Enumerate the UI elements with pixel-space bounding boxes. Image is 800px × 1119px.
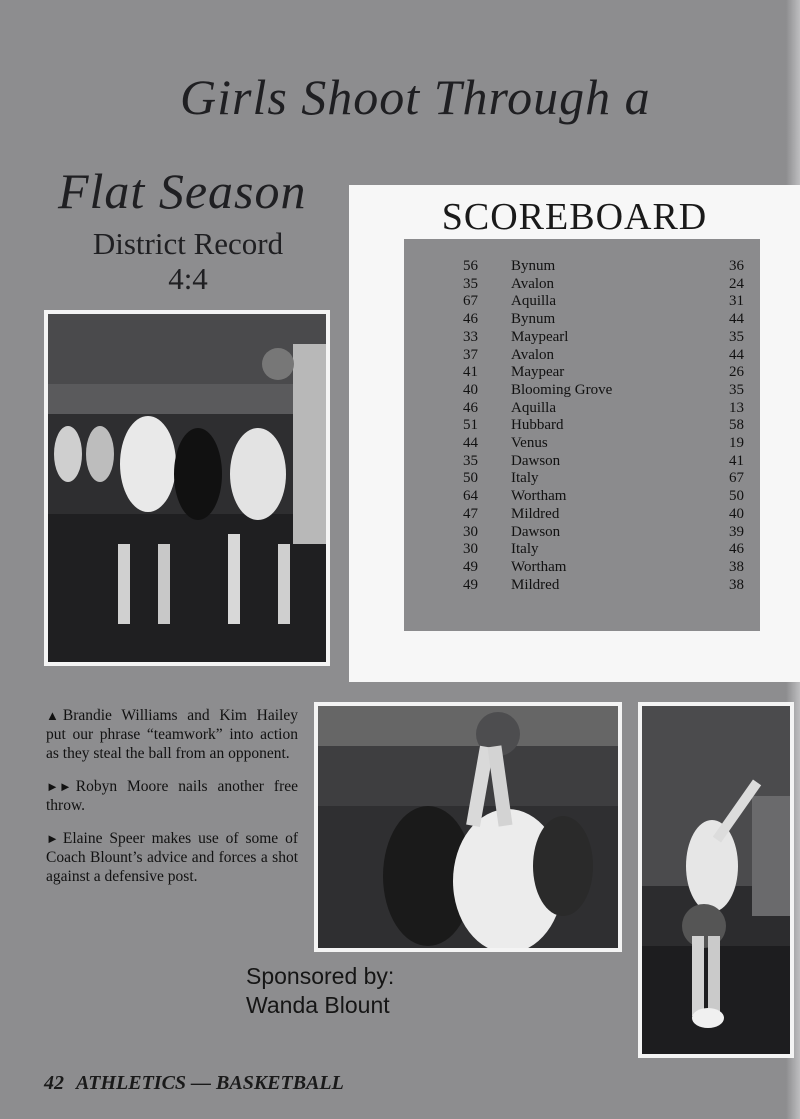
score-row [404, 363, 760, 381]
score-opponent: Italy [511, 470, 539, 487]
score-opponent: Italy [511, 541, 539, 558]
score-us: 33 [463, 328, 478, 345]
sponsor-name: Wanda Blount [246, 992, 390, 1018]
score-them: 39 [729, 523, 744, 540]
caption-free-throw [46, 777, 298, 815]
score-them: 13 [729, 399, 744, 416]
score-opponent: Wortham [511, 558, 567, 575]
score-row [404, 292, 760, 310]
page-title-line2: Flat Season [58, 163, 307, 219]
score-them: 36 [729, 258, 744, 274]
page-number: 42 [44, 1072, 64, 1094]
district-record [62, 226, 314, 296]
score-them: 31 [729, 293, 744, 310]
score-us: 46 [463, 399, 478, 416]
score-us: 37 [463, 346, 478, 363]
scoreboard-heading: SCOREBOARD [441, 196, 708, 238]
score-us: 40 [463, 381, 478, 398]
score-row [404, 310, 760, 328]
score-them: 35 [729, 381, 744, 398]
score-us: 67 [463, 293, 478, 310]
score-row [404, 523, 760, 541]
score-them: 44 [729, 311, 744, 328]
score-us: 47 [463, 505, 478, 522]
score-us: 41 [463, 364, 478, 381]
score-row [404, 257, 760, 275]
score-row [404, 540, 760, 558]
sponsor-credit [246, 962, 394, 1020]
photo-free-throw [638, 702, 794, 1058]
arrow-up-icon: ▲ [46, 708, 59, 723]
score-them: 50 [729, 488, 744, 505]
score-them: 24 [729, 275, 744, 292]
scoreboard-table [404, 239, 760, 631]
score-row [404, 399, 760, 417]
district-record-label: District Record [92, 226, 284, 261]
score-row [404, 469, 760, 487]
score-us: 46 [463, 311, 478, 328]
score-row [404, 328, 760, 346]
score-row [404, 505, 760, 523]
score-them: 46 [729, 541, 744, 558]
score-us: 56 [463, 258, 478, 274]
score-them: 58 [729, 417, 744, 434]
score-row [404, 487, 760, 505]
score-row [404, 381, 760, 399]
caption-free-throw-text: Robyn Moore nails another free throw. [46, 778, 298, 814]
district-record-value: 4:4 [168, 261, 208, 296]
scoreboard-panel [349, 185, 800, 682]
score-them: 35 [729, 328, 744, 345]
score-us: 44 [463, 435, 478, 451]
score-us: 49 [463, 558, 478, 575]
score-opponent: Mildred [511, 576, 560, 593]
score-them: 19 [729, 435, 744, 451]
score-us: 51 [463, 417, 478, 434]
arrow-right-icon: ► [46, 831, 59, 846]
caption-shot-text: Elaine Speer makes use of some of Coach Blount’s advice and forces a shot against a defensive post. [46, 830, 298, 885]
score-opponent: Wortham [511, 488, 567, 505]
score-them: 67 [729, 470, 744, 487]
score-us: 30 [463, 523, 478, 540]
score-opponent: Bynum [511, 258, 556, 274]
score-us: 30 [463, 541, 478, 558]
score-them: 41 [729, 452, 744, 469]
score-row [404, 576, 760, 594]
photo-steal [44, 310, 330, 666]
score-them: 26 [729, 364, 744, 381]
page-title-line1: Girls Shoot Through a [180, 69, 651, 125]
score-opponent: Mildred [511, 505, 560, 522]
score-opponent: Avalon [511, 275, 555, 292]
score-them: 38 [729, 576, 744, 593]
score-opponent: Aquilla [511, 293, 556, 310]
score-them: 38 [729, 558, 744, 575]
score-row [404, 275, 760, 293]
caption-steal-text: Brandie Williams and Kim Hailey put our phrase “teamwork” into action as they steal the ball from an opponent. [46, 707, 298, 762]
score-us: 49 [463, 576, 478, 593]
score-us: 35 [463, 275, 478, 292]
score-row [404, 416, 760, 434]
sponsor-label: Sponsored by: [246, 963, 395, 989]
double-arrow-right-icon: ►► [46, 779, 72, 794]
score-opponent: Hubbard [511, 417, 564, 434]
score-row [404, 434, 760, 452]
score-opponent: Avalon [511, 346, 555, 363]
photo-shot [314, 702, 622, 952]
score-us: 50 [463, 470, 478, 487]
score-opponent: Venus [511, 435, 548, 451]
score-row [404, 346, 760, 364]
score-opponent: Maypearl [511, 328, 569, 345]
score-opponent: Aquilla [511, 399, 556, 416]
caption-steal [46, 706, 298, 763]
score-opponent: Maypear [511, 364, 565, 381]
score-them: 44 [729, 346, 744, 363]
score-opponent: Dawson [511, 523, 561, 540]
caption-shot [46, 829, 298, 886]
score-them: 40 [729, 505, 744, 522]
score-opponent: Dawson [511, 452, 561, 469]
score-us: 35 [463, 452, 478, 469]
score-opponent: Blooming Grove [511, 381, 613, 398]
section-title: ATHLETICS — BASKETBALL [76, 1072, 344, 1094]
score-opponent: Bynum [511, 311, 556, 328]
score-row [404, 452, 760, 470]
score-us: 64 [463, 488, 478, 505]
page-footer [44, 1072, 344, 1095]
photo-captions [46, 706, 298, 900]
score-row [404, 558, 760, 576]
